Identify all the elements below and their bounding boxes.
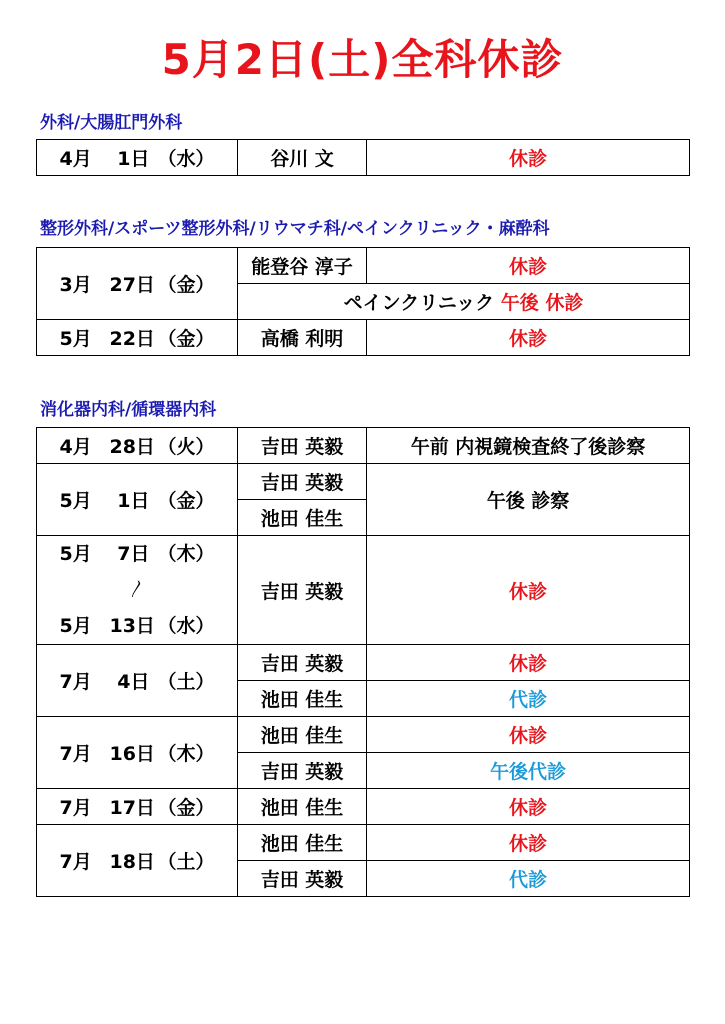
date-day: 7日	[117, 543, 150, 565]
table-row	[37, 140, 690, 176]
date-weekday: （水）	[157, 148, 215, 170]
internal-medicine-table	[36, 427, 690, 897]
table-row	[37, 536, 690, 645]
date-range-end	[37, 608, 237, 644]
date-cell	[37, 140, 238, 176]
date-range-mark: 〳	[128, 579, 146, 600]
date-weekday: （火）	[157, 436, 215, 458]
date-month: 5月	[59, 328, 92, 350]
date-month: 7月	[59, 797, 92, 819]
date-weekday: （金）	[157, 274, 215, 296]
date-cell	[37, 789, 238, 825]
doctor-cell: 吉田 英毅	[238, 753, 367, 789]
date-month: 7月	[59, 851, 92, 873]
table-row	[37, 248, 690, 284]
date-month: 5月	[59, 543, 92, 565]
status-cell: 代診	[367, 861, 690, 897]
date-day: 17日	[109, 797, 155, 819]
doctor-cell: 池田 佳生	[238, 789, 367, 825]
section-label-internal-medicine: 消化器内科/循環器内科	[40, 400, 217, 420]
date-cell	[37, 464, 238, 536]
date-day: 4日	[117, 671, 150, 693]
table-row	[37, 717, 690, 753]
date-weekday: （金）	[157, 797, 215, 819]
status-cell: 休診	[367, 717, 690, 753]
date-weekday: （土）	[157, 671, 215, 693]
status-cell: 休診	[367, 320, 690, 356]
date-month: 4月	[59, 436, 92, 458]
status-cell: 休診	[367, 825, 690, 861]
date-day: 18日	[109, 851, 155, 873]
date-day: 1日	[117, 490, 150, 512]
doctor-cell: 吉田 英毅	[238, 861, 367, 897]
doctor-cell: 吉田 英毅	[238, 645, 367, 681]
page-title: 5月2日(土)全科休診	[161, 35, 564, 84]
date-weekday: （木）	[157, 743, 215, 765]
status-cell: 休診	[367, 645, 690, 681]
surgery-table	[36, 139, 690, 176]
date-day: 1日	[117, 148, 150, 170]
doctor-cell: 池田 佳生	[238, 681, 367, 717]
doctor-cell: 能登谷 淳子	[238, 248, 367, 284]
doctor-cell: 池田 佳生	[238, 717, 367, 753]
date-cell	[37, 825, 238, 897]
table-row	[37, 789, 690, 825]
table-row	[37, 645, 690, 681]
orthopedics-table	[36, 247, 690, 356]
date-month: 5月	[59, 490, 92, 512]
date-day: 28日	[109, 436, 155, 458]
note-status: 午後 休診	[500, 292, 584, 314]
section-label-orthopedics: 整形外科/スポーツ整形外科/リウマチ科/ペインクリニック・麻酔科	[40, 219, 550, 239]
status-cell: 休診	[367, 248, 690, 284]
status-cell: 休診	[367, 140, 690, 176]
date-day: 22日	[109, 328, 155, 350]
table-row	[37, 320, 690, 356]
date-range-cell	[37, 536, 238, 645]
doctor-cell: 池田 佳生	[238, 500, 367, 536]
table-row	[37, 428, 690, 464]
doctor-cell: 吉田 英毅	[238, 464, 367, 500]
status-cell: 休診	[367, 536, 690, 645]
date-cell	[37, 248, 238, 320]
status-cell: 午後代診	[367, 753, 690, 789]
doctor-cell: 吉田 英毅	[238, 536, 367, 645]
date-month: 7月	[59, 743, 92, 765]
date-cell	[37, 645, 238, 717]
date-weekday: （金）	[157, 328, 215, 350]
date-range-start	[37, 536, 237, 572]
date-day: 27日	[109, 274, 155, 296]
date-cell	[37, 717, 238, 789]
status-cell: 代診	[367, 681, 690, 717]
status-cell: 休診	[367, 789, 690, 825]
status-cell: 午前 内視鏡検査終了後診察	[367, 428, 690, 464]
date-cell	[37, 320, 238, 356]
status-cell: 午後 診察	[367, 464, 690, 536]
date-weekday: （金）	[157, 490, 215, 512]
date-day: 16日	[109, 743, 155, 765]
date-weekday: （木）	[157, 543, 215, 565]
section-label-surgery: 外科/大腸肛門外科	[40, 113, 183, 133]
date-day: 13日	[109, 615, 155, 637]
doctor-cell: 池田 佳生	[238, 825, 367, 861]
note-department: ペインクリニック	[343, 292, 495, 314]
date-month: 4月	[59, 148, 92, 170]
doctor-cell: 高橋 利明	[238, 320, 367, 356]
table-row	[37, 825, 690, 861]
doctor-cell: 谷川 文	[238, 140, 367, 176]
note-cell	[238, 284, 690, 320]
date-weekday: （土）	[157, 851, 215, 873]
date-month: 7月	[59, 671, 92, 693]
date-weekday: （水）	[157, 615, 215, 637]
date-month: 5月	[59, 615, 92, 637]
date-month: 3月	[59, 274, 92, 296]
date-cell	[37, 428, 238, 464]
table-row	[37, 464, 690, 500]
doctor-cell: 吉田 英毅	[238, 428, 367, 464]
